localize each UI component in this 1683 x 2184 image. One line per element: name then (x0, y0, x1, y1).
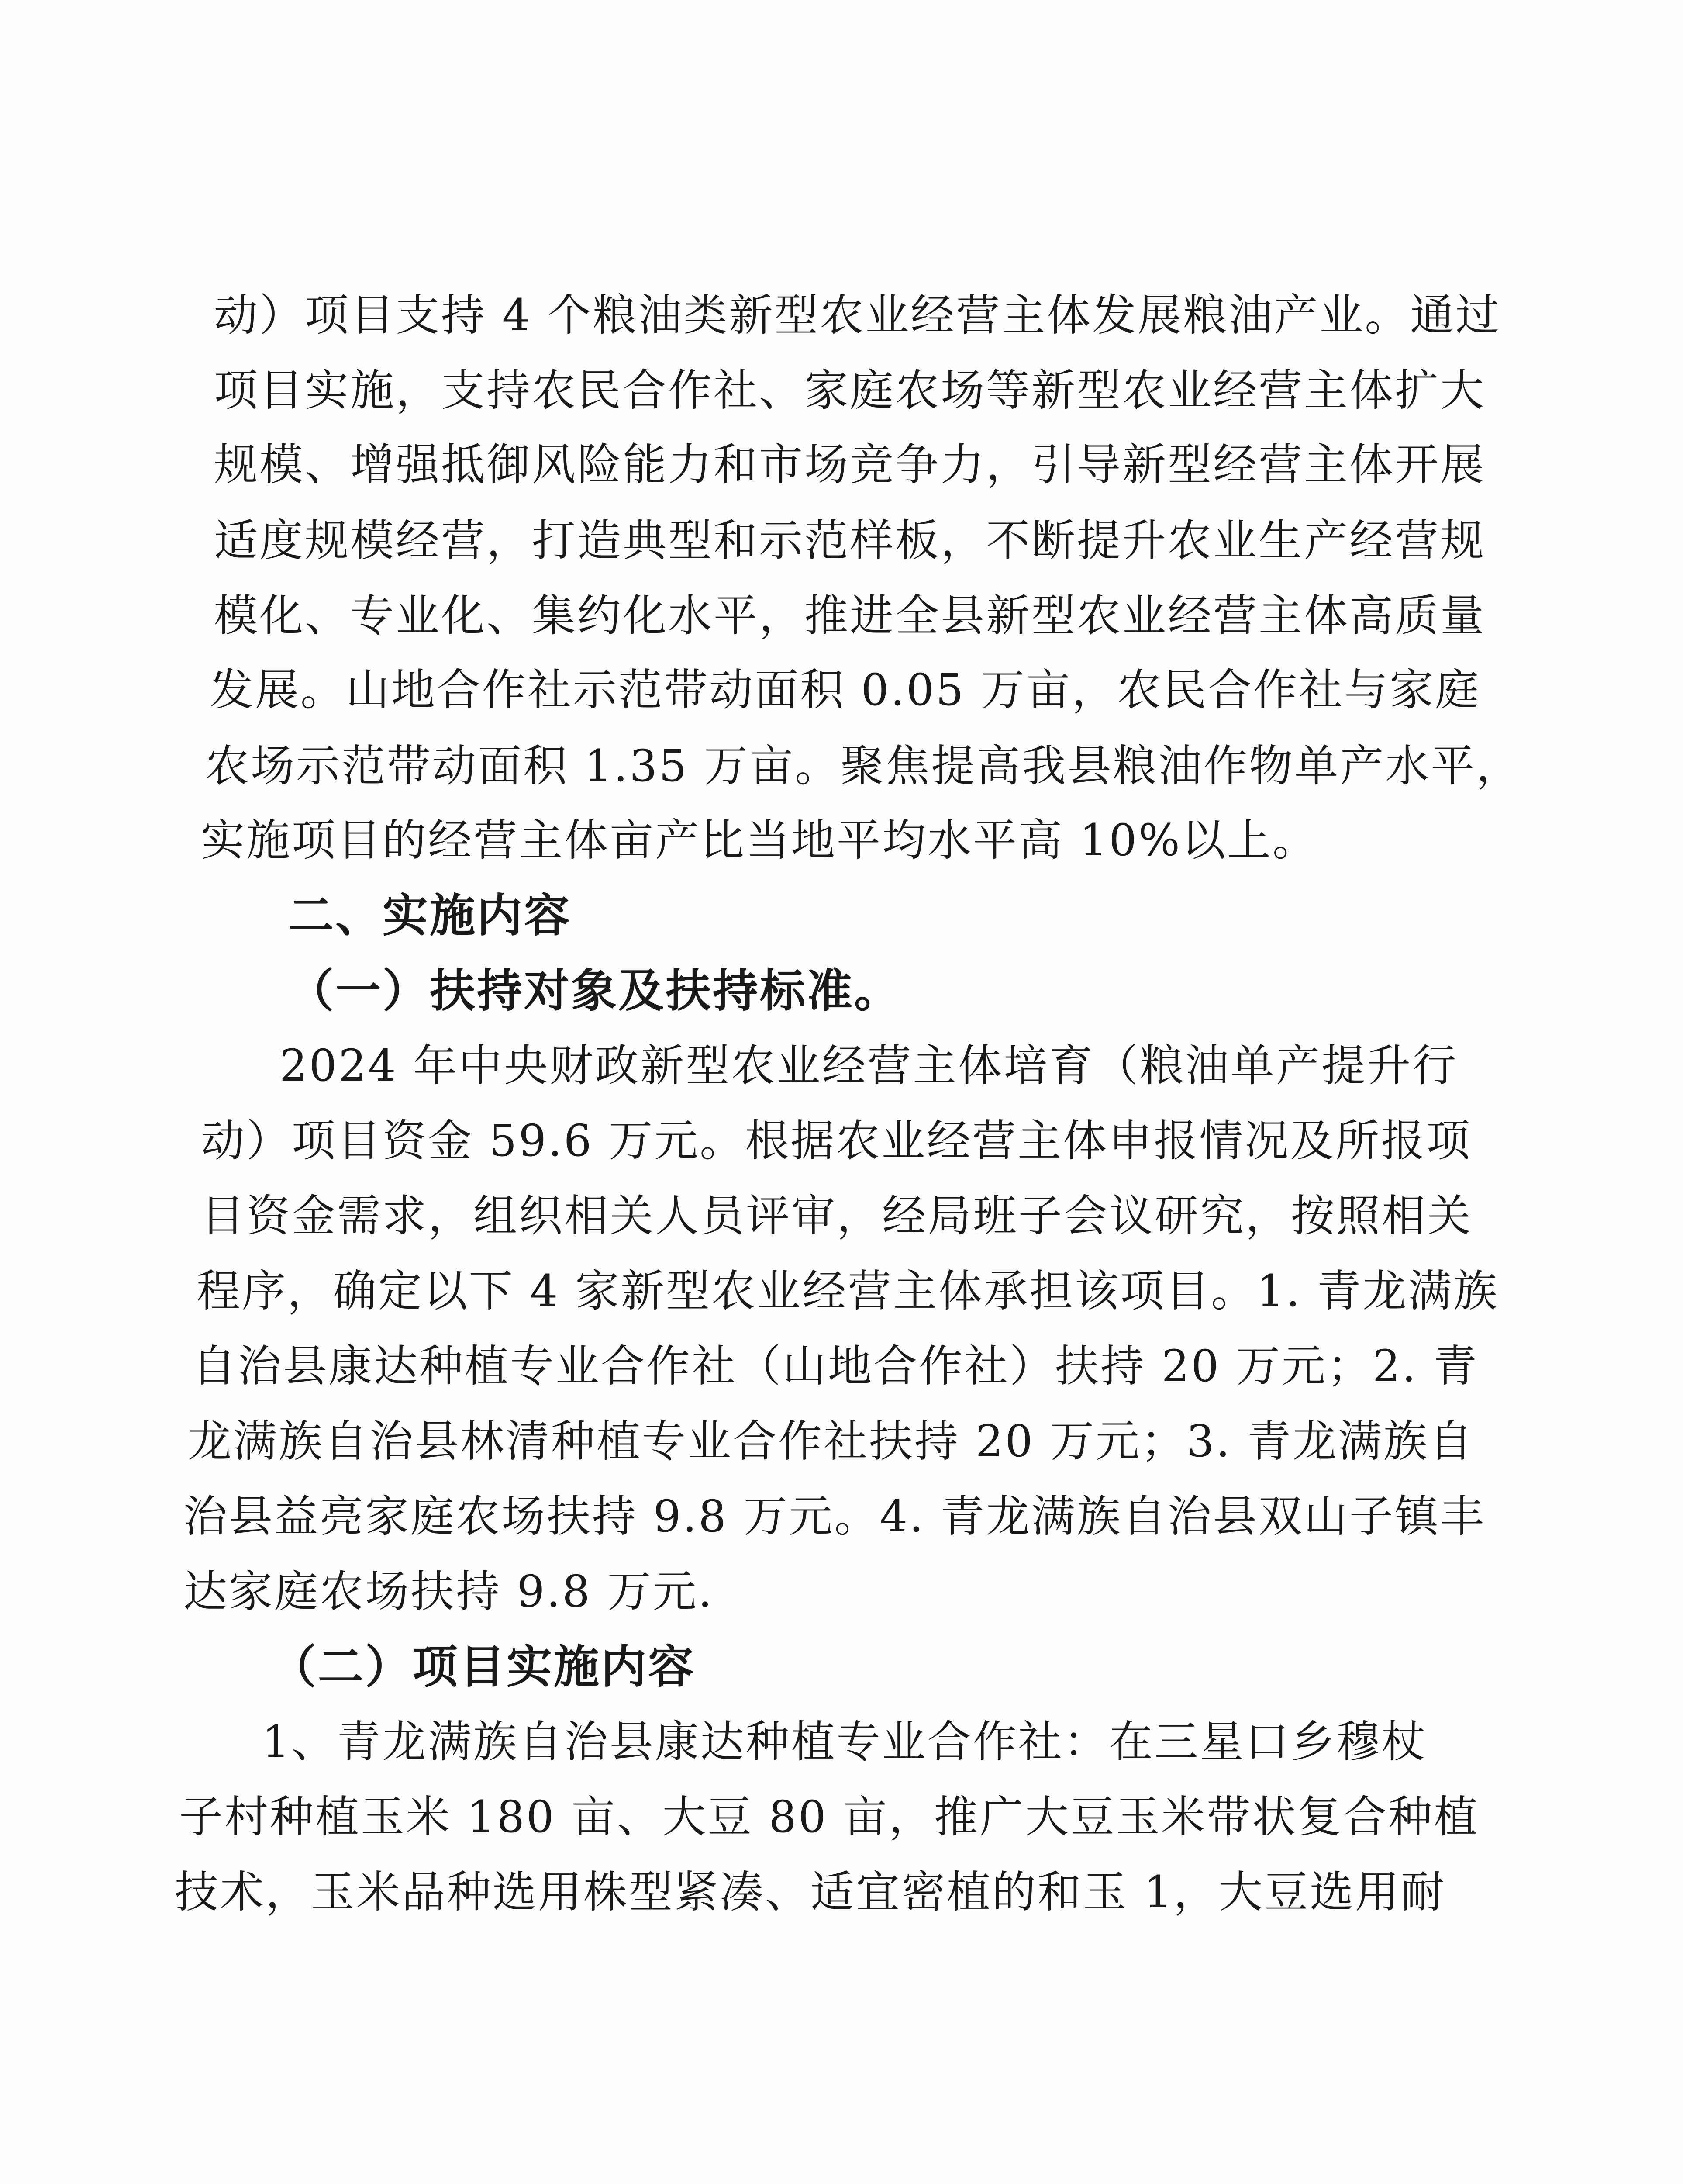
paragraph-line: 达家庭农场扶持 9.8 万元. (183, 1566, 714, 1617)
paragraph-line: 程序，确定以下 4 家新型农业经营主体承担该项目。1. 青龙满族 (197, 1265, 1499, 1317)
paragraph-line: 规模、增强抵御风险能力和市场竞争力，引导新型经营主体开展 (214, 439, 1486, 490)
paragraph-line: 发展。山地合作社示范带动面积 0.05 万亩，农民合作社与家庭 (210, 664, 1481, 715)
paragraph-line: 子村种植玉米 180 亩、大豆 80 亩，推广大豆玉米带状复合种植 (179, 1791, 1480, 1842)
paragraph-line: 技术，玉米品种选用株型紧凑、适宜密植的和玉 1，大豆选用耐 (175, 1866, 1446, 1918)
paragraph-line: 自治县康达种植专业合作社（山地合作社）扶持 20 万元；2. 青 (192, 1341, 1479, 1392)
paragraph-line: 模化、专业化、集约化水平，推进全县新型农业经营主体高质量 (214, 590, 1486, 641)
paragraph-line: 实施项目的经营主体亩产比当地平均水平高 10%以上。 (201, 815, 1318, 866)
paragraph-line: 目资金需求，组织相关人员评审，经局班子会议研究，按照相关 (201, 1190, 1473, 1241)
section-heading: 二、实施内容 (288, 889, 572, 942)
paragraph-line: 适度规模经营，打造典型和示范样板，不断提升农业生产经营规 (214, 515, 1486, 566)
paragraph-line: 1、青龙满族自治县康达种植专业合作社：在三星口乡穆杖 (262, 1716, 1427, 1767)
paragraph-line: 治县益亮家庭农场扶持 9.8 万元。4. 青龙满族自治县双山子镇丰 (183, 1491, 1486, 1542)
paragraph-line: 动）项目支持 4 个粮油类新型农业经营主体发展粮油产业。通过 (214, 290, 1501, 341)
paragraph-line: 动）项目资金 59.6 万元。根据农业经营主体申报情况及所报项 (201, 1115, 1472, 1166)
paragraph-line: 2024 年中央财政新型农业经营主体培育（粮油单产提升行 (279, 1040, 1458, 1091)
subsection-heading: （二）项目实施内容 (271, 1640, 696, 1693)
paragraph-line: 农场示范带动面积 1.35 万亩。聚焦提高我县粮油作物单产水平， (205, 740, 1522, 791)
subsection-heading: （一）扶持对象及扶持标准。 (288, 964, 902, 1017)
paragraph-line: 项目实施，支持农民合作社、家庭农场等新型农业经营主体扩大 (214, 365, 1486, 416)
paragraph-line: 龙满族自治县林清种植专业合作社扶持 20 万元；3. 青龙满族自 (188, 1416, 1475, 1467)
